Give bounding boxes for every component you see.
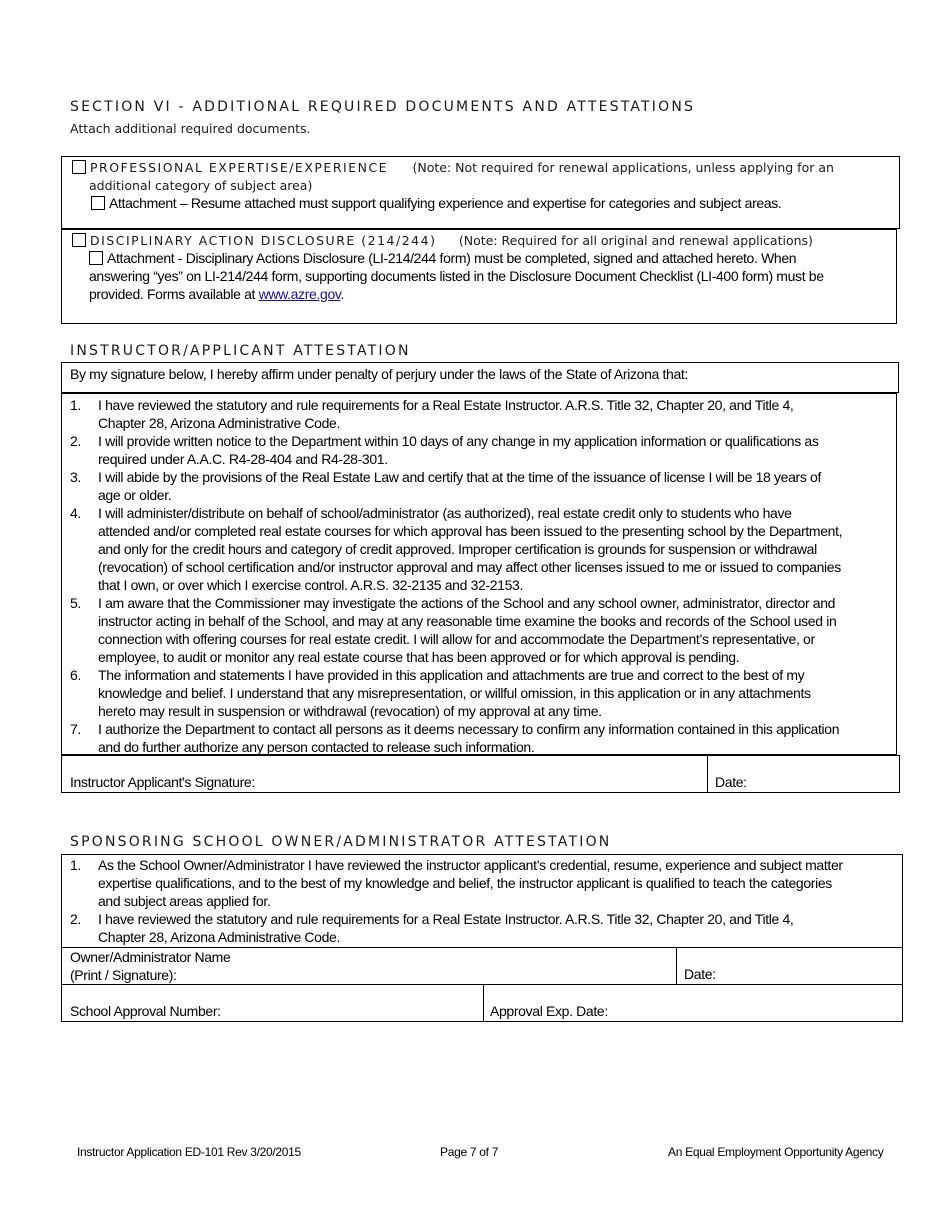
section-vi-subtitle: Attach additional required documents.	[70, 121, 311, 136]
owner-label-line2: (Print / Signature):	[70, 967, 177, 983]
disciplinary-attachment-line2: answering “yes” on LI-214/244 form, supporting documents listed in the Disclosure Document Checklist (LI-400 form) must be	[89, 268, 824, 284]
resume-attachment-checkbox[interactable]	[91, 196, 105, 210]
attestation-item-line: I have reviewed the statutory and rule requirements for a Real Estate Instructor. A.R.S. Title 32, Chapter 20, and Title 4,	[98, 397, 794, 413]
attestation-item-number: 1.	[70, 397, 81, 413]
disciplinary-period: .	[340, 286, 345, 302]
attestation-item-line: and subject areas applied for.	[98, 893, 271, 909]
attestation-item-line: Chapter 28, Arizona Administrative Code.	[98, 415, 341, 431]
footer-page-number: Page 7 of 7	[440, 1145, 499, 1159]
attestation-item-line: instructor acting in behalf of the School, and may at any reasonable time examine the books and records of the School used in	[98, 613, 837, 629]
footer-agency: An Equal Employment Opportunity Agency	[668, 1145, 884, 1159]
disciplinary-disclosure-heading: DISCIPLINARY ACTION DISCLOSURE (214/244)	[90, 233, 437, 248]
attestation-item-line: (revocation) of school certification and/or instructor approval and may affect other licenses issued to me or issued to companies	[98, 559, 841, 575]
owner-date-field[interactable]	[676, 948, 902, 984]
attestation-item-number: 2.	[70, 911, 81, 927]
sponsor-attestation-list-box	[61, 854, 903, 948]
resume-attachment-text: Attachment – Resume attached must support qualifying experience and expertise for categories and subject areas.	[109, 195, 782, 211]
attestation-item-number: 2.	[70, 433, 81, 449]
disciplinary-attachment-line3: provided. Forms available at	[89, 286, 256, 302]
attestation-item-number: 5.	[70, 595, 81, 611]
attestation-item-number: 1.	[70, 857, 81, 873]
attestation-item-number: 6.	[70, 667, 81, 683]
instructor-attestation-list	[70, 396, 896, 756]
owner-date-label: Date:	[684, 966, 716, 982]
attestation-item	[70, 504, 896, 594]
attestation-item-line: I will abide by the provisions of the Real Estate Law and certify that at the time of the issuance of license I will be 18 years of	[98, 469, 822, 485]
professional-expertise-note: (Note: Not required for renewal applications, unless applying for an	[412, 160, 834, 175]
attestation-item	[70, 594, 896, 666]
attestation-item-line: The information and statements I have provided in this application and attachments are true and correct to the best of my	[98, 667, 805, 683]
sponsor-attestation-list	[70, 856, 900, 946]
attestation-item-line: attended and/or completed real estate courses for which approval has been issued to the presenting school by the Department,	[98, 523, 843, 539]
disciplinary-attachment-line1: Attachment - Disciplinary Actions Disclosure (LI-214/244 form) must be completed, signed and attached hereto. When	[107, 250, 797, 266]
attestation-item	[70, 910, 900, 946]
instructor-attestation-title: INSTRUCTOR/APPLICANT ATTESTATION	[70, 343, 411, 359]
instructor-attestation-intro-box	[61, 362, 899, 393]
attestation-item-line: I authorize the Department to contact all persons as it deems necessary to confirm any information contained in this application	[98, 721, 840, 737]
instructor-signature-label: Instructor Applicant's Signature:	[70, 774, 255, 790]
professional-expertise-note-cont: additional category of subject area)	[89, 178, 313, 193]
disciplinary-disclosure-note: (Note: Required for all original and renewal applications)	[458, 233, 813, 248]
attestation-item-line: knowledge and belief. I understand that any misrepresentation, or willful omission, in this application or in any attachments	[98, 685, 811, 701]
approval-exp-label: Approval Exp. Date:	[490, 1003, 608, 1019]
attestation-item-line: Chapter 28, Arizona Administrative Code.	[98, 929, 341, 945]
instructor-attestation-intro: By my signature below, I hereby affirm under penalty of perjury under the laws of the State of Arizona that:	[70, 366, 688, 382]
attestation-item	[70, 720, 896, 756]
footer-form-id: Instructor Application ED-101 Rev 3/20/2015	[77, 1145, 301, 1159]
attestation-item-line: age or older.	[98, 487, 172, 503]
professional-expertise-heading: PROFESSIONAL EXPERTISE/EXPERIENCE	[90, 160, 389, 175]
attestation-item-line: As the School Owner/Administrator I have reviewed the instructor applicant’s credential, resume, experience and subject matter	[98, 857, 843, 873]
attestation-item-line: and only for the credit hours and category of credit approved. Improper certification is grounds for suspension or withdrawal	[98, 541, 817, 557]
instructor-date-field[interactable]	[707, 756, 899, 792]
attestation-item-number: 4.	[70, 505, 81, 521]
attestation-item-line: required under A.A.C. R4-28-404 and R4-28-301.	[98, 451, 388, 467]
attestation-item-line: I have reviewed the statutory and rule requirements for a Real Estate Instructor. A.R.S. Title 32, Chapter 20, and Title 4,	[98, 911, 794, 927]
instructor-attestation-list-box	[61, 393, 897, 755]
disciplinary-disclosure-checkbox[interactable]	[72, 233, 86, 247]
approval-exp-field[interactable]	[483, 985, 902, 1021]
attestation-item-number: 7.	[70, 721, 81, 737]
instructor-signature-field[interactable]	[61, 756, 706, 792]
attestation-item	[70, 468, 896, 504]
attestation-item-number: 3.	[70, 469, 81, 485]
attestation-item-line: and do further authorize any person contacted to release such information.	[98, 739, 535, 755]
attestation-item-line: hereto may result in suspension or withdrawal (revocation) of my approval at any time.	[98, 703, 602, 719]
attestation-item	[70, 666, 896, 720]
attestation-item	[70, 856, 900, 910]
approval-number-field[interactable]	[61, 985, 482, 1021]
attestation-item-line: I am aware that the Commissioner may investigate the actions of the School and any school owner, administrator, director and	[98, 595, 836, 611]
instructor-date-label: Date:	[715, 774, 747, 790]
professional-expertise-checkbox[interactable]	[72, 160, 86, 174]
attestation-item-line: I will administer/distribute on behalf of school/administrator (as authorized), real estate credit only to students who have	[98, 505, 792, 521]
professional-expertise-box	[61, 156, 900, 229]
section-vi-title: SECTION VI - ADDITIONAL REQUIRED DOCUMENTS AND ATTESTATIONS	[70, 99, 696, 115]
owner-label-line1: Owner/Administrator Name	[70, 949, 231, 965]
attestation-item-line: I will provide written notice to the Department within 10 days of any change in my application information or qualifications as	[98, 433, 819, 449]
azre-link[interactable]: www.azre.gov	[258, 286, 341, 302]
attestation-item-line: connection with offering courses for real estate credit. I will allow for and accommodate the Department’s representative, or	[98, 631, 815, 647]
owner-signature-field[interactable]	[61, 948, 675, 984]
sponsor-attestation-title: SPONSORING SCHOOL OWNER/ADMINISTRATOR ATTESTATION	[70, 834, 612, 850]
disciplinary-attachment-checkbox[interactable]	[89, 251, 103, 265]
approval-number-label: School Approval Number:	[70, 1003, 221, 1019]
disciplinary-disclosure-box	[61, 229, 897, 324]
attestation-item-line: expertise qualifications, and to the best of my knowledge and belief, the instructor applicant is qualified to teach the categories	[98, 875, 832, 891]
attestation-item-line: employee, to audit or monitor any real estate course that has been approved or for which approval is pending.	[98, 649, 740, 665]
attestation-item	[70, 396, 896, 432]
attestation-item	[70, 432, 896, 468]
attestation-item-line: that I own, or over which I exercise control. A.R.S. 32-2135 and 32-2153.	[98, 577, 524, 593]
